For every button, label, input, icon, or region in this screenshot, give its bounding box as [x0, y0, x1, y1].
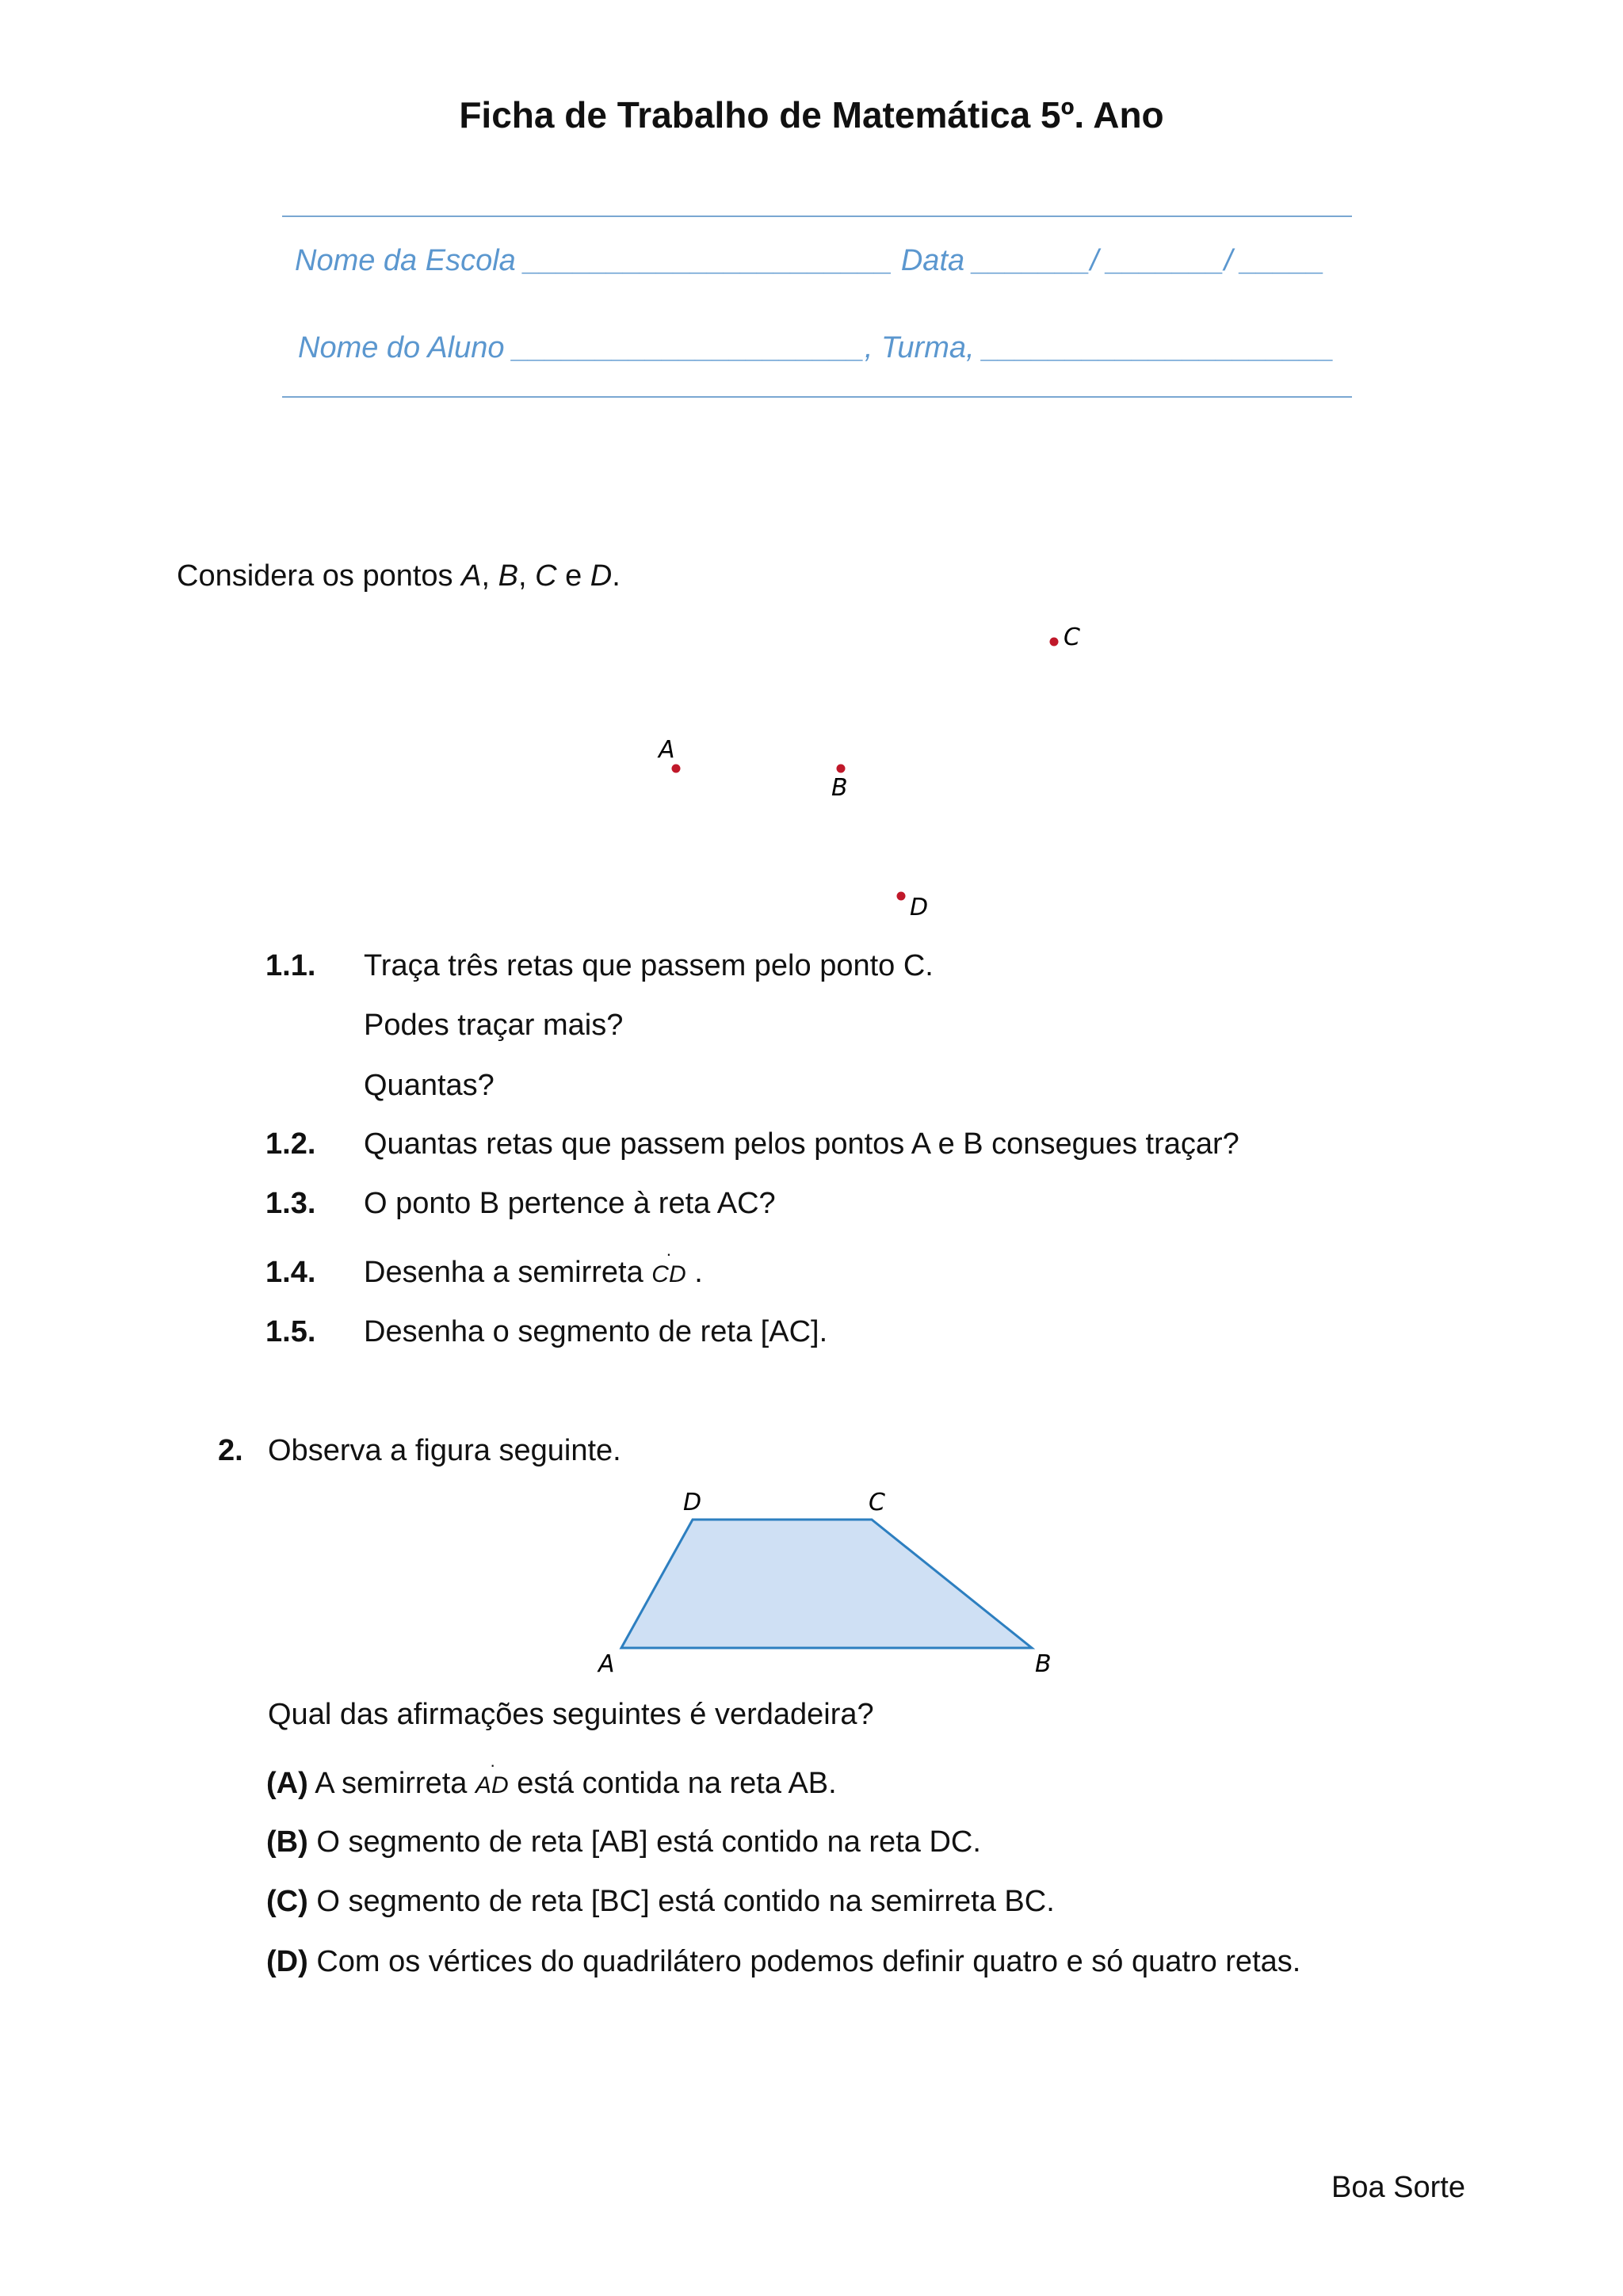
question-1-4-number: 1.4. — [265, 1256, 316, 1289]
vertex-c-label: C — [869, 1489, 885, 1516]
question-1-1-followup-1: Podes traçar mais? — [364, 1009, 624, 1042]
school-date-line[interactable]: Nome da Escola ______________________ Data _______/ _______/ _____ — [295, 244, 1325, 277]
option-a[interactable]: (A) A semirreta · AD está contida na reta AB. — [266, 1755, 837, 1800]
question-1-5-text: Desenha o segmento de reta [AC]. — [364, 1315, 828, 1348]
point-b-label: B — [831, 774, 848, 802]
question-1-1-text: Traça três retas que passem pelo ponto C. — [364, 949, 934, 982]
question-1-3-text: O ponto B pertence à reta AC? — [364, 1187, 776, 1220]
vertex-a-label: A — [598, 1650, 615, 1678]
page-title: Ficha de Trabalho de Matemática 5º. Ano — [459, 94, 1164, 135]
vertex-d-label: D — [683, 1489, 702, 1516]
question-2-text: Observa a figura seguinte. — [268, 1434, 621, 1467]
option-c[interactable]: (C) O segmento de reta [BC] está contido na semirreta BC. — [266, 1885, 1055, 1918]
question-1-3-number: 1.3. — [265, 1187, 316, 1220]
point-a-label: A — [659, 736, 675, 764]
trapezoid-shape — [621, 1520, 1032, 1648]
footer-good-luck: Boa Sorte — [1331, 2171, 1465, 2204]
option-d[interactable]: (D) Com os vértices do quadrilátero podemos definir quatro e só quatro retas. — [266, 1945, 1301, 1978]
question-1-1-followup-2: Quantas? — [364, 1069, 495, 1102]
question-2-number: 2. — [218, 1434, 243, 1467]
question-1-4-text: Desenha a semirreta · CD . — [364, 1244, 703, 1289]
ray-cd-notation: · CD — [651, 1244, 686, 1287]
ray-ad-notation: · AD — [475, 1755, 509, 1798]
point-d-label: D — [910, 894, 929, 921]
question-1-1-number: 1.1. — [265, 949, 316, 982]
question-2-prompt: Qual das afirmações seguintes é verdadeira? — [268, 1698, 874, 1731]
student-class-line[interactable]: Nome do Aluno _____________________, Turma, _____________________ — [298, 331, 1335, 364]
point-c-label: C — [1064, 624, 1080, 651]
intro-text: Considera os pontos A, B, C e D. — [177, 559, 621, 593]
question-1-5-number: 1.5. — [265, 1315, 316, 1348]
question-1-2-text: Quantas retas que passem pelos pontos A e B consegues traçar? — [364, 1127, 1239, 1161]
option-b[interactable]: (B) O segmento de reta [AB] está contido na reta DC. — [266, 1825, 981, 1859]
question-1-2-number: 1.2. — [265, 1127, 316, 1161]
vertex-b-label: B — [1035, 1650, 1052, 1678]
